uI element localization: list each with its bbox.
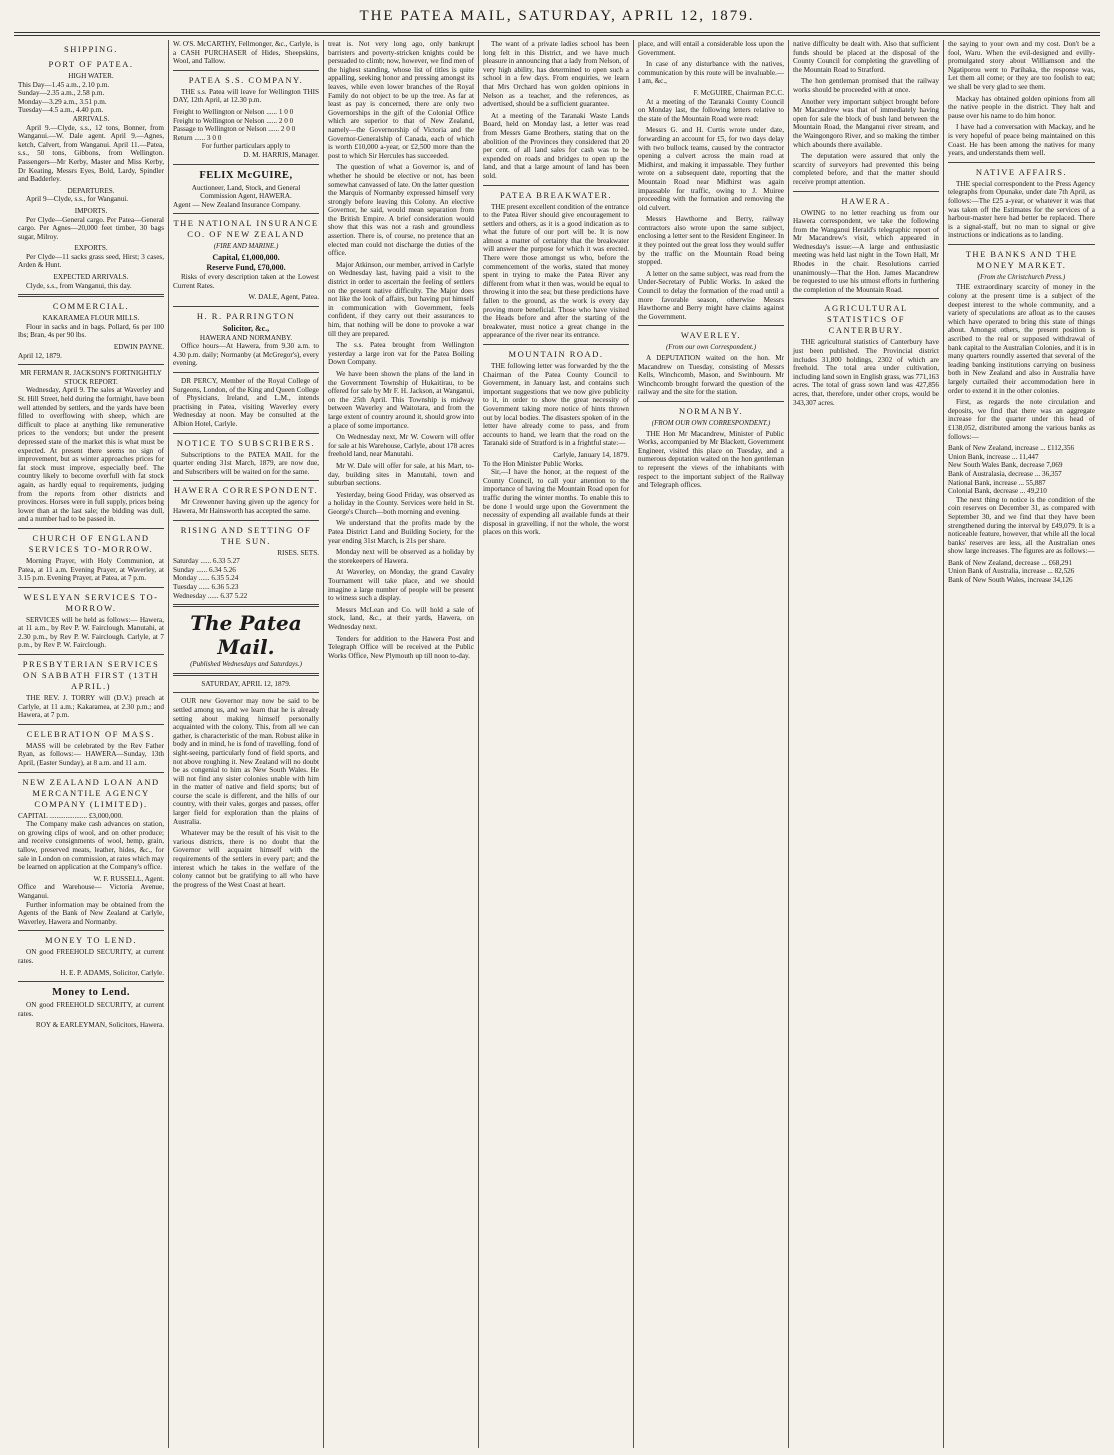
mountain-to: To the Hon Minister Public Works. <box>483 459 584 468</box>
mass-heading: CELEBRATION OF MASS. <box>26 728 156 739</box>
nzloan-further: Further information may be obtained from the Agents of the Bank of New Zealand at Carlyle, Waverley, Hawera and Normanby. <box>18 900 164 926</box>
national-reserve: Reserve Fund, £70,000. <box>206 262 286 272</box>
wesleyan-heading: WESLEYAN SERVICES TO-MORROW. <box>23 591 159 613</box>
tide-line: Monday—3.29 a.m., 3.51 p.m. <box>18 97 107 106</box>
church-heading: CHURCH OF ENGLAND SERVICES TO-MORROW. <box>28 532 154 554</box>
editorial-text-2: Whatever may be the result of his visit to the various districts, there is no doubt that the Governor will acquaint himself with the requirements of the settlers in every part; and the interest which he takes in the welfare of the colony cannot but be gratifying to all who have the progress of the West Coast at heart. <box>173 829 319 889</box>
arrivals-text: April 9.—Clyde, s.s., 12 tons, Bonner, from Wanganui.—W. Dale agent. April 9.—Agnes, ketch, Calvert, from Wanganui. April 11.—Patea, s.s., 50 tons, Gibbons, from Wellington. Passengers—Mr Kerby, Master and Miss Kerby, Dr Keating, Messrs Eyes, Bold, Lardy, Spindler and Badderley. <box>18 123 164 184</box>
felix-text: Auctioneer, Land, Stock, and General Commission Agent, HAWERA. <box>191 183 301 201</box>
national-capital: Capital, £1,000,000. <box>212 252 280 262</box>
tide-line: Tuesday—4.5 a.m., 4.40 p.m. <box>18 106 104 115</box>
mills-sign: EDWIN PAYNE. <box>113 343 164 352</box>
banks-text: THE extraordinary scarcity of money in the colony at the present time is a subject of the deepest interest to the whole community, and a variety of speculations are afloat as to the causes which have operated to bring this state of things about. Amongst others, the present position is ascribed to the real or supposed withdrawal of bank capital to the Australian Colonies, and it is in many quarters roundly asserted that several of the leading banking institutions carrying on business both in New Zealand and also in Australia have largely curtailed their accommodation here in order to extend it in the other colonies. <box>948 283 1095 395</box>
article-text: Mr W. Dale will offer for sale, at his Mart, to-day, building sites in Manutahi, town and suburban sections. <box>328 461 474 488</box>
nzloan-heading: NEW ZEALAND LOAN AND MERCANTILE AGENCY COMPANY (LIMITED). <box>22 776 160 809</box>
divider <box>173 673 319 676</box>
nzloan-office: Office and Warehouse— Victoria Avenue, Wanganui. <box>18 883 164 900</box>
masthead: THE PATEA MAIL, SATURDAY, APRIL 12, 1879. <box>359 8 755 24</box>
article-text: On Wednesday next, Mr W. Cowern will offer for sale at his Warehouse, Carlyle, about 178 acres freehold land, near Manutahi. <box>328 433 474 459</box>
column-1 <box>14 40 169 1448</box>
article-text: Messrs G. and H. Curtis wrote under date, forwarding an account for £5, for two days delay with two bullock teams, caused by the contractor opening a culvert across the main road at Midhirst, and making it impassable. They further wrote on a subsequent date, reporting that the Mountain Road near Midhirst was again impassable for traffic, owing to J. Muiree proceeding with the formation and removing the old culvert. <box>638 126 784 212</box>
steam-sign: D. M. HARRIS, Manager. <box>243 150 319 159</box>
banks-row: Union Bank, increase ... 11,447 <box>948 452 1039 461</box>
felix-agent: Agent — New Zealand Insurance Company. <box>173 200 301 209</box>
banks-row: Bank of New Zealand, increase ... £112,356 <box>948 444 1075 453</box>
divider <box>793 191 939 192</box>
article-text: At a meeting of the Taranaki County Council on Monday last, the following letters relative to the state of the Mountain Road were read: <box>638 97 784 123</box>
mountain-text-2: Sir,—I have the honor, at the request of the County Council, to call your attention to the importance of having the Mountain Road open for traffic during the winter months. To enable this to be done I would urge upon the Government the necessity of expending all available funds at their disposal in gravelling, if not the whole, the worst places on this work. <box>483 468 629 537</box>
church-text: Morning Prayer, with Holy Communion, at Patea, at 11 a.m. Evening Prayer, at Waverley, at 3.15 p.m. Evening Prayer, at Patea, at 7 p.m. <box>18 556 164 583</box>
banks-row: Union Bank of Australia, increase ... 82,526 <box>948 567 1075 576</box>
divider <box>793 298 939 299</box>
divider <box>18 724 164 725</box>
sun-heading: RISING AND SETTING OF THE SUN. <box>180 524 312 546</box>
article-text: Mackay has obtained golden opinions from all the native people in the district. They halt and pause over his name to do him honor. <box>948 94 1095 120</box>
wesleyan-text: SERVICES will be held as follows:— Hawera, at 11 a.m., by Rev P. W. Fairclough. Manutahi, at 2.30 p.m., by Rev P. W. Fairclough. Carlyle, at 7 p.m., by Rev P. W. Fairclough. <box>18 615 164 650</box>
article-text: treat is. Not very long ago, only bankrupt barristers and poverty-stricken knights could be persuaded to climb; now, however, we find men of the highest standing, whose list of titles is quite appalling, seeking honor and pressing amongst its leaves, while even lower branches of the Royal Family do not object to be up the tree. As far at least as pay is concerned, there are only two Governorships in the gift of the Colonial Office which are superior to that of New Zealand, namely—the Governorship of Victoria and the Governor-Generalship of Canada, each of which is worth £10,000 a-year, or £2,500 more than the post to which Sir Hercules has succeeded. <box>328 40 474 160</box>
mills-text: Flour in sacks and in bags. Pollard, 6s per 100 lbs; Bran, 4s per 90 lbs. <box>18 322 164 340</box>
divider <box>638 401 784 402</box>
divider <box>173 520 319 521</box>
high-water-heading: HIGH WATER. <box>68 72 114 80</box>
waverley-heading: WAVERLEY. <box>680 330 742 341</box>
divider <box>18 981 164 982</box>
agri-heading: AGRICULTURAL STATISTICS OF CANTERBURY. <box>824 303 908 336</box>
parrington-place: HAWERA AND NORMANBY. <box>199 333 293 342</box>
normanby-sub: (FROM OUR OWN CORRESPONDENT.) <box>651 418 771 427</box>
article-text: I have had a conversation with Mackay, and he is very hopeful of peace being maintained on this Coast. He has been among the natives for many years, and understands them well. <box>948 123 1095 158</box>
parrington-name: H. R. PARRINGTON <box>196 310 296 321</box>
article-text: We have been shown the plans of the land in the Government Township of Hukaitirau, to be offered for sale by Mr F. H. Jackson, at Wanganui, on the 25th April. This Township is midway between Waverley and Waitotara, and from the large extent of country around it, should grow into a place of some importance. <box>328 369 474 430</box>
column-5 <box>634 40 789 1448</box>
mills-heading: KAKARAMEA FLOUR MILLS. <box>42 314 140 323</box>
divider <box>18 772 164 773</box>
fare-row: Freight to Wellington or Nelson ...... 1 0 0 <box>173 107 294 116</box>
nzloan-sign: W. F. RUSSELL, Agent. <box>93 874 164 883</box>
article-text: The question of what a Governor is, and of whether he should be elective or not, has been somewhat canvassed of late. On the latter question the Marquis of Normanby expressed himself very strongly before leaving this Colony. An elective Governor, he said, would mean separation from the British Empire. A brief consideration would show that this was not a rash and groundless assertion. There is, of course, no pretence that an elected man could not discharge the duties of the office. <box>328 163 474 258</box>
notice-heading: NOTICE TO SUBSCRIBERS. <box>176 437 316 448</box>
divider <box>173 306 319 307</box>
steam-heading: PATEA S.S. COMPANY. <box>188 74 304 85</box>
national-text: Risks of every description taken at the Lowest Current Rates. <box>173 272 319 290</box>
hawera-heading: HAWERA. <box>841 195 891 206</box>
divider <box>483 344 629 345</box>
banks-row: New South Wales Bank, decrease 7,069 <box>948 461 1063 470</box>
arrivals-heading: ARRIVALS. <box>72 114 110 123</box>
sun-row: Monday ...... 6.35 5.24 <box>173 574 239 583</box>
money2-heading: Money to Lend. <box>52 987 130 999</box>
divider <box>18 294 164 297</box>
agri-text: THE agricultural statistics of Canterbury have just been published. The Provincial district includes 31,800 holdings, 2302 of which are freehold. The total area under cultivation, including land sown in English grass, was 771,163 acres. The total of grass sown land was 427,856 acres, that, therefore, under other crops, would be 343,307 acres. <box>793 338 939 407</box>
article-text: The want of a private ladies school has been long felt in this District, and we have much pleasure in announcing that a lady from Nelson, of very high ability, has determined to open such a school in a few days. From enquiries, we learn that Mrs Orchard has won golden opinions in Nelson as a teacher, and the references, as advertised, should be a sufficient guarantee. <box>483 40 629 109</box>
normanby-text: THE Hon Mr Macandrew, Minister of Public Works, accompanied by Mr Blackett, Government Engineer, visited this place on Tuesday, and a numerous deputation waited on the hon gentleman to represent the views of the inhabitants with respect to the important subject of the Railway and Telegraph offices. <box>638 429 784 490</box>
banks-text-3: The next thing to notice is the condition of the coin reserves on December 31, as compared with September 30, and we find that they have been strengthened during the interval by £49,079. It is a noticeable feature, however, that while all the local banks' reserves are less, all the Australian ones show large increases. The figures are as follows:— <box>948 495 1095 556</box>
column-7 <box>944 40 1099 1448</box>
banks-row: Bank of New South Wales, increase 34,126 <box>948 576 1073 585</box>
imports-heading: IMPORTS. <box>74 206 108 215</box>
divider <box>173 372 319 373</box>
mills-date: April 12, 1879. <box>18 351 62 360</box>
divider <box>173 433 319 434</box>
divider <box>173 480 319 481</box>
letter-sign: F. McGUIRE, Chairman P.C.C. <box>693 88 784 97</box>
breakwater-heading: PATEA BREAKWATER. <box>499 189 613 200</box>
article-text: At a meeting of the Taranaki Waste Lands Board, held on Monday last, a letter was read from Messrs Game Brothers, stating that on the abolition of the Provinces they considered that 20 per cent. of all land sales for cash was to be expended on roads and bridges to open up the land, and that a large amount of land has been sold. <box>483 111 629 180</box>
article-text: A letter on the same subject, was read from the Under-Secretary of Public Works. In asked the Council to delay the formation of the road until a more favorable season, otherwise Messrs Hawthorne and Berry might have claims against the Government. <box>638 269 784 321</box>
nzloan-text: The Company make cash advances on station, on growing clips of wool, and on other produce; and receive consignments of wool, hemp, grain, tallow, preserved meats, leather, hides, &c., for sale in London on commission, at rates which may be learned on application at the Company's office. <box>18 820 164 872</box>
sun-row: Sunday ...... 6.34 5.26 <box>173 565 236 574</box>
presbyterian-heading: PRESBYTERIAN SERVICES ON SABBATH FIRST (13TH APRIL.) <box>22 659 160 692</box>
article-text: Monday next will be observed as a holiday by the storekeepers of Hawera. <box>328 548 474 565</box>
article-text: The s.s. Patea brought from Wellington yesterday a large iron vat for the Patea Boiling Down Company. <box>328 341 474 367</box>
divider <box>173 604 319 607</box>
felix-name: FELIX McGUIRE, <box>199 169 293 181</box>
normanby-heading: NORMANBY. <box>678 405 744 416</box>
banks-sub: (From the Christchurch Press.) <box>977 272 1066 281</box>
sun-row: Saturday ...... 6.33 5.27 <box>173 557 240 566</box>
divider <box>18 654 164 655</box>
hawera-corr-text: Mr Crewenner having given up the agency for Hawera, Mr Hainsworth has accepted the same. <box>173 498 319 515</box>
paper-banner: The Patea Mail. <box>190 611 302 660</box>
parrington-title: Solicitor, &c., <box>222 323 270 333</box>
divider <box>173 70 319 71</box>
presbyterian-text: THE REV. J. TORRY will (D.V.) preach at Carlyle, at 11 a.m.; Kakaramea, at 2.30 p.m.; and Hawera, at 7 p.m. <box>18 694 164 720</box>
banks-row: Bank of New Zealand, decrease ... £68,291 <box>948 558 1072 567</box>
article-text: The deputation were assured that only the scarcity of surveyors had prevented this being completed before, and that the matter should receive prompt attention. <box>793 152 939 186</box>
steam-text: THE s.s. Patea will leave for Wellington THIS DAY, 12th April, at 12.30 p.m. <box>173 87 319 105</box>
divider <box>18 930 164 931</box>
fare-row: Freight to Wellington or Nelson ...... 2 0 0 <box>173 116 294 125</box>
divider <box>173 692 319 693</box>
hawera-corr-heading: HAWERA CORRESPONDENT. <box>173 485 318 496</box>
expected-heading: EXPECTED ARRIVALS. <box>53 273 129 282</box>
fare-row: Passage to Wellington or Nelson ...... 2 0 0 <box>173 125 296 134</box>
article-text: native difficulty be dealt with. Also that sufficient funds should be placed at the disposal of the County Council for completing the gravelling of the Mountain Road to Stratford. <box>793 40 939 74</box>
tide-line: This Day—1.45 a.m., 2.10 p.m. <box>18 80 110 89</box>
departures-text: April 9—Clyde, s.s., for Wanganui. <box>26 195 129 204</box>
departures-heading: DEPARTURES. <box>67 186 115 195</box>
shipping-heading: SHIPPING. <box>64 44 118 54</box>
nzloan-capital: CAPITAL ..................... £3,000,000. <box>18 811 123 820</box>
stock-text: Wednesday, April 9. The sales at Waverley and St. Hill Street, held during the fortnight, have been well attended by settlers, and the yards have been filled to overflowing with sheep, which are difficult to place at anything like remunerative prices to the vendors; but under the present depressed state of the market this is what must be expected. At present there seems no sign of improvement, but as winter approaches prices for fat stock must improve, especially beef. The country likely to become overfull with fat stock again, as hardly equal to requirements, judging from the reports from other districts and provinces. Horses were in full supply, prices being lower than at the last sale; the bidding was dull, and a number had to be passed in. <box>18 386 164 524</box>
waverley-sub: (From our own Correspondent.) <box>665 343 757 352</box>
article-text: At Waverley, on Monday, the grand Cavalry Tournament will take place, and we should imagine a large number of people will be present to witness such a display. <box>328 568 474 603</box>
money-heading: MONEY TO LEND. <box>45 935 137 946</box>
money2-sign: ROY & EARLEYMAN, Solicitors, Hawera. <box>35 1021 164 1030</box>
editorial-text: OUR new Governor may now be said to be settled among us, and we learn that he is already setting about making himself personally acquainted with the colony. This, from all we can gather, is characteristic of the man. Robust alike in body and in mind, he is fond of travelling, fond of sight-seeing, particularly fond of field sports, and not above roughing it. New Zealand will no doubt be as congenial to him as New South Wales. He will not find any sister colonies unable with him in the matter of native and field sports; but of course the scale is different, and the hills of our country, with their vales, gorges and passes, offer larger field for exploration than the plains of Australia. <box>173 697 319 826</box>
divider <box>18 587 164 588</box>
divider <box>173 164 319 165</box>
sun-header: RISES. SETS. <box>277 548 319 557</box>
article-text: Messrs Hawthorne and Berry, railway contractors also wrote upon the same subject, enclosing a letter sent to the Resident Engineer. In it they pointed out the great loss they would suffer by the traffic on the Mountain Road being stopped. <box>638 215 784 267</box>
money-sign: H. E. P. ADAMS, Solicitor, Carlyle. <box>60 968 164 977</box>
mccarthy-ad: W. O'S. McCARTHY, Fellmonger, &c., Carlyle, is a CASH PURCHASER of Hides, Sheepskins, Wool, and Tallow. <box>173 40 319 66</box>
mountain-text: THE following letter was forwarded by the the Chairman of the Patea County Council to Government, in January last, and contains such important suggestions that we now give publicity to it, in order to show the great necessity of Government taking more notice of hints thrown out by local bodies. The disasters spoken of in the letter have already come to pass, and from accounts to hand, we learn that the road on the Taranaki side of Stratford is in a frightful state:— <box>483 362 629 448</box>
sun-row: Tuesday ...... 6.36 5.23 <box>173 582 239 591</box>
port-heading: PORT OF PATEA. <box>48 59 134 69</box>
banks-row: National Bank, increase ... 55,887 <box>948 478 1046 487</box>
article-text: Messrs McLean and Co. will hold a sale of stock, land, &c., at their yards, Hawera, on Wednesday next. <box>328 605 474 631</box>
percy-ad: DR PERCY, Member of the Royal College of Surgeons, London, of the King and Queen College of Physicians, Ireland, and L.M., intends practising in Patea, visiting Waverley every Wednesday at noon. May be consulted at the Albion Hotel, Carlyle. <box>173 377 319 429</box>
column-6 <box>789 40 944 1448</box>
banner-sub: (Published Wednesdays and Saturdays.) <box>190 660 302 669</box>
mountain-date: Carlyle, January 14, 1879. <box>553 450 629 459</box>
article-text: Another very important subject brought before Mr Macandrew was that of immediately having open for sale the block of bush land between the Mountain Road, the Manganui river stream, and the Waingongoro River, and so making the timber which abounds there available. <box>793 97 939 149</box>
article-text: We understand that the profits made by the Patea District Land and Building Society, for the year ending 31st March, is 21s per share. <box>328 519 474 545</box>
article-text: place, and will entail a considerable loss upon the Government. <box>638 40 784 57</box>
national-sub: (FIRE AND MARINE.) <box>213 242 279 251</box>
exports-heading: EXPORTS. <box>74 244 108 253</box>
national-sign: W. DALE, Agent, Patea. <box>248 293 319 302</box>
column-2 <box>169 40 324 1448</box>
divider <box>948 244 1095 245</box>
article-text: the saying to your own and my cost. Don't be a fool, Waru. When the evil-designed and evilly-promulgated story about Williamson and the Ngatiporou went to Parihaka, the response was, Let them all come; or they are too foolish to eat; we shall be very glad to see them. <box>948 40 1095 91</box>
notice-text: Subscriptions to the PATEA MAIL for the quarter ending 31st March, 1879, are now due, and Subscribers will be waited on for the same. <box>173 450 319 476</box>
expected-text: Clyde, s.s., from Wanganui, this day. <box>26 281 132 290</box>
article-text: Major Atkinson, our member, arrived in Carlyle on Wednesday last, having paid a visit to the district in order to ascertain the feeling of settlers on the present native difficulty. The Major does not like the look of affairs, but having put himself in communication with Government, feels confident, if they carry out their assurances to him, that nothing will be done to provoke a war till they are prepared. <box>328 260 474 338</box>
divider <box>948 162 1095 163</box>
banks-row: Colonial Bank, decrease ... 49,210 <box>948 487 1047 496</box>
breakwater-text: THE present excellent condition of the entrance to the Patea River should give encouragement to settlers and others, as it is a good indication as to what the future of our port will be. It is now almost a matter of certainty that the breakwater will answer the purpose for which it was erected. There were those amongst us who, before the commencement of the works, stated that money spent in trying to make the Patea River any different from what it then was, would be equal to throwing it into the sea; but these predictions have fallen to the ground, as the work is every day proving more beneficial. Those who have visited the Heads before and after the starting of the breakwater, must notice a great change in the appearance of the river near its entrance. <box>483 202 629 340</box>
tide-line: Sunday—2.35 a.m., 2.58 p.m. <box>18 89 105 98</box>
sun-row: Wednesday ...... 6.37 5.22 <box>173 591 248 600</box>
banks-heading: THE BANKS AND THE MONEY MARKET. <box>965 248 1078 270</box>
mountain-heading: MOUNTAIN ROAD. <box>508 349 604 359</box>
imports-text: Per Clyde—General cargo. Per Patea—General cargo. Per Agnes—20,000 feet timber, 30 bags sugar, Milroy. <box>18 215 164 241</box>
natives-heading: NATIVE AFFAIRS. <box>975 166 1068 177</box>
divider <box>483 185 629 186</box>
national-heading: THE NATIONAL INSURANCE CO. OF NEW ZEALAND <box>173 218 319 240</box>
masthead-rule <box>14 32 1100 33</box>
money2-text: ON good FREEHOLD SECURITY, at current rates. <box>18 1001 164 1018</box>
column-3 <box>324 40 479 1448</box>
steam-apply: For further particulars apply to <box>201 142 291 151</box>
column-4 <box>479 40 634 1448</box>
fare-row: Return ...... 3 0 0 <box>173 133 222 142</box>
article-text: In case of any disturbance with the natives, communication by this route will be invaluable.—I am, &c., <box>638 60 784 86</box>
columns <box>14 40 1100 1448</box>
parrington-text: Office hours—At Hawera, from 9.30 a.m. to 4.30 p.m. daily; Normanby (at McGregor's), every evening. <box>173 342 319 368</box>
article-text: Yesterday, being Good Friday, was observed as a holiday in the County. Services were held in St. George's Church—both morning and evening. <box>328 490 474 516</box>
mass-text: MASS will be celebrated by the Rev Father Ryan, as follows:— HAWERA—Sunday, 13th April, (Easter Sunday), at 8 a.m. and 11 a.m. <box>18 741 164 768</box>
natives-text: THE special correspondent to the Press Agency telegraphs from Opunake, under date 7th April, as follows:—The £25 a-year, or whatever it was that was taken off the Estimates for the services of a harbour-master here had better be replaced. There is a signal-staff, but no man to signal or give instructions or indications as to landing. <box>948 179 1095 240</box>
divider <box>173 213 319 214</box>
waverley-text: A DEPUTATION waited on the hon. Mr Macandrew on Tuesday, consisting of Messrs Kells, Winchcomb, Mason, and Swinbourn. Mr Winchcomb brought forward the question of the railway and the site for the station. <box>638 354 784 397</box>
divider <box>18 528 164 529</box>
banks-row: Bank of Australasia, decrease ... 36,357 <box>948 469 1062 478</box>
commercial-heading: COMMERCIAL. <box>52 301 130 312</box>
masthead-rule-2 <box>14 35 1100 36</box>
exports-text: Per Clyde—11 sacks grass seed, Hirst; 3 cases, Arden & Hunt. <box>18 252 164 270</box>
article-text: The hon gentleman promised that the railway works should be proceeded with at once. <box>793 77 939 94</box>
date-line: SATURDAY, APRIL 12, 1879. <box>201 679 291 688</box>
stock-heading: MR FERMAN R. JACKSON'S FORTNIGHTLY STOCK REPORT. <box>20 369 162 386</box>
money-text: ON good FREEHOLD SECURITY, at current rates. <box>18 948 164 965</box>
divider <box>18 364 164 365</box>
divider <box>638 325 784 326</box>
hawera-text: OWING to no letter reaching us from our Hawera correspondent, we take the following from the Wanganui Herald's telegraphic report of Mr Macandrew's visit, which appeared in Wednesday's issue:—A large and enthusiastic meeting was held last night in the Town Hall, Mr Rhodes in the chair. Resolutions carried unanimously—That the Hon. James Macandrew be requested to use his utmost efforts in furthering the completion of the Mountain Road. <box>793 208 939 294</box>
article-text: Tenders for addition to the Hawera Post and Telegraph Office will be received at the Public Works Office, New Plymouth up till noon to-day. <box>328 634 474 660</box>
banks-text-2: First, as regards the note circulation and deposits, we find that there was an aggregate increase for the quarter under this head of £138,052, distributed among the various banks as follows:— <box>948 398 1095 441</box>
